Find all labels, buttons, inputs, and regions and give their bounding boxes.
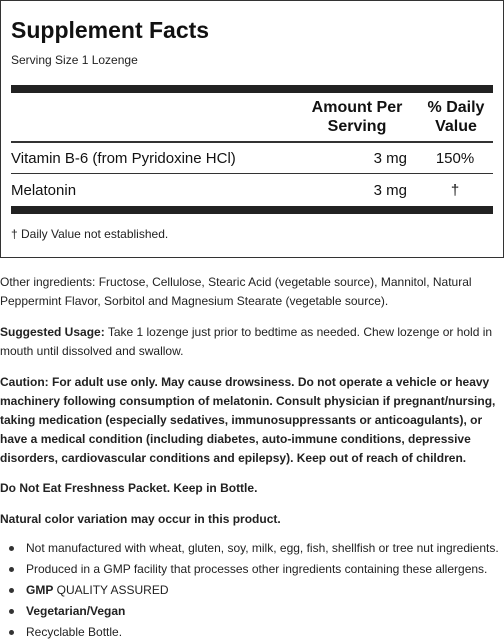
nutrient-name: Melatonin (11, 182, 77, 199)
thick-divider (11, 85, 493, 93)
footnote: † Daily Value not established. (11, 227, 169, 241)
list-item: Not manufactured with wheat, gluten, soy, milk, egg, fish, shellfish or tree nut ingredients. (0, 538, 499, 559)
nutrient-daily-value: 150% (435, 150, 475, 167)
row-divider (11, 173, 493, 174)
nutrient-amount: 3 mg (373, 182, 407, 199)
suggested-usage-label: Suggested Usage: (0, 325, 105, 339)
feature-list (0, 538, 499, 643)
list-item: GMP QUALITY ASSURED (0, 580, 499, 601)
caution-text: Caution: For adult use only. May cause drowsiness. Do not operate a vehicle or heavy machinery following consumption of melatonin. Consult physician if pregnant/nursing, taking medication (especially sedatives, immunosuppressants or anticoagulants), or have a medical condition (including diabetes, auto-immune conditions, depressive disorders, cardiovascular conditions and epilepsy). Keep out of reach of children. (0, 375, 496, 465)
other-ingredients: Other ingredients: Fructose, Cellulose, Stearic Acid (vegetable source), Mannitol, Natural Peppermint Flavor, Sorbitol and Magnesium Stearate (vegetable source). (0, 275, 472, 308)
nutrient-daily-value: † (450, 182, 460, 199)
supplement-facts-panel (0, 0, 504, 258)
color-variation-notice: Natural color variation may occur in this product. (0, 512, 281, 526)
bullet-dot-icon (9, 588, 14, 593)
list-item: Vegetarian/Vegan (0, 601, 499, 622)
bullet-dot-icon (9, 546, 14, 551)
suggested-usage-text: Take 1 lozenge just prior to bedtime as needed. Chew lozenge or hold in mouth until dissolved and swallow. (0, 325, 493, 358)
bullet-dot-icon (9, 567, 14, 572)
header-daily-value: % Daily Value (427, 99, 485, 135)
bullet-dot-icon (9, 630, 14, 635)
nutrient-amount: 3 mg (373, 150, 407, 167)
freshness-notice: Do Not Eat Freshness Packet. Keep in Bottle. (0, 481, 258, 495)
serving-size: Serving Size 1 Lozenge (11, 53, 138, 67)
thick-divider-bottom (11, 206, 493, 214)
nutrient-name: Vitamin B-6 (from Pyridoxine HCl) (11, 150, 236, 167)
suggested-usage (0, 323, 500, 361)
list-item: Recyclable Bottle. (0, 622, 499, 643)
header-amount-per-serving: Amount Per Serving (311, 99, 403, 135)
header-divider (11, 141, 493, 143)
panel-title: Supplement Facts (11, 17, 210, 43)
bullet-dot-icon (9, 609, 14, 614)
list-item: Produced in a GMP facility that processes other ingredients containing these allergens. (0, 559, 499, 580)
